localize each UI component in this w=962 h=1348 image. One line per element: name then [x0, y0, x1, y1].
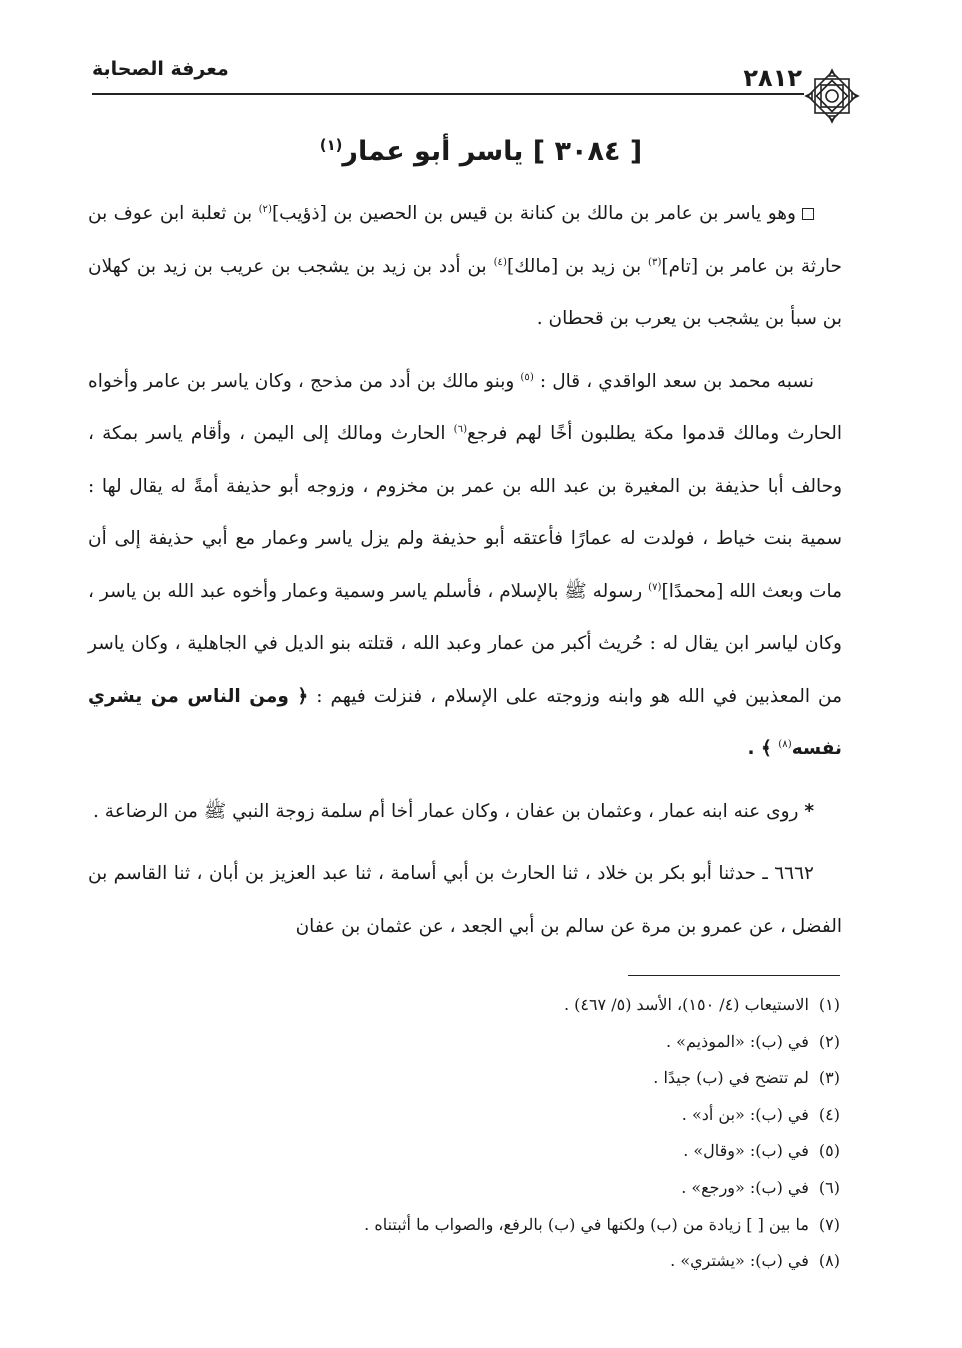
footnote-item: [80, 1097, 840, 1134]
text-run: ٦٦٦٢ ـ حدثنا أبو بكر بن خلاد ، ثنا الحارث بن أبي أسامة ، ثنا عبد العزيز بن أبان ، ثنا القاسم بن الفضل ، عن عمرو بن مرة عن سالم بن أبي الجعد ، عن عثمان بن عفان: [88, 863, 842, 937]
footnote-item: [80, 1024, 840, 1061]
footnote-item: [80, 1060, 840, 1097]
footnote-item: [80, 987, 840, 1024]
text-run: بن ثعلبة ابن عوف بن حارثة بن عامر بن [تام]: [88, 203, 842, 277]
footnote-number: (٢): [818, 1031, 840, 1051]
quran-quote-end: ﴾ .: [747, 738, 779, 759]
footnote-item: [80, 1133, 840, 1170]
paragraph-narrators: [88, 786, 842, 839]
page-number: ٢٨١٢: [743, 64, 802, 92]
text-run: بن أدد بن زيد بن يشجب بن عريب بن زيد بن كهلان بن سبأ بن يشجب بن يعرب بن قحطان .: [88, 255, 842, 329]
footnote-ref: (٧): [648, 581, 662, 593]
text-run: نسبه محمد بن سعد الواقدي ، قال :: [533, 370, 814, 392]
footnote-item: [80, 1207, 840, 1244]
footnote-text: في (ب): «الموذيم» .: [666, 1031, 809, 1051]
footnote-text: الاستيعاب (٤/ ١٥٠)، الأسد (٥/ ٤٦٧) .: [563, 995, 809, 1014]
paragraph-gap: [88, 838, 842, 848]
footnote-number: (٤): [818, 1104, 840, 1124]
text-run: روى عنه ابنه عمار ، وعثمان بن عفان ، وكان عمار أخا أم سلمة زوجة النبي ﷺ من الرضاعة .: [93, 800, 805, 822]
footnote-ref: (٥): [520, 371, 534, 383]
footnote-item: [80, 1243, 840, 1280]
footnote-number: (١): [818, 995, 840, 1014]
square-marker-icon: [802, 208, 814, 220]
asterisk-icon: *: [804, 800, 814, 822]
paragraph-biography: [88, 356, 842, 776]
footnote-text: في (ب): «بن أد» .: [681, 1104, 809, 1124]
footnote-ref: (١): [319, 136, 343, 154]
footnote-number: (٦): [818, 1177, 840, 1197]
header-rule: [92, 93, 804, 95]
entry-title-text: [ ٣٠٨٤ ] ياسر أبو عمار: [342, 136, 643, 167]
footnote-text: في (ب): «يشتري» .: [670, 1251, 809, 1271]
footnote-text: في (ب): «ورجع» .: [681, 1177, 809, 1197]
footnote-number: (٥): [818, 1141, 840, 1161]
footnote-rule: [628, 975, 840, 976]
paragraph-gap: [88, 346, 842, 356]
quran-quote: ﴿ ومن الناس من يشري نفسه: [88, 685, 842, 759]
footnote-text: ما بين [ ] زيادة من (ب) ولكنها في (ب) بالرفع، والصواب ما أثبتناه .: [364, 1214, 809, 1234]
entry-title: [0, 136, 962, 167]
body-text: [88, 188, 842, 953]
footnote-number: (٨): [818, 1251, 840, 1271]
text-run: رسوله ﷺ بالإسلام ، فأسلم ياسر وسمية وعمار وأخوه عبد الله بن ياسر ، وكان لياسر ابن يقال له : حُريث أكبر من عمار وعبد الله ، قتلته بنو الديل في الجاهلية ، وكان ياسر من المعذبين في الله هو وابنه وزوجته على الإسلام ، فنزلت فيهم :: [88, 580, 842, 707]
footnote-ref: (٣): [648, 256, 662, 268]
text-run: بن زيد بن [مالك]: [506, 255, 649, 277]
footnote-ref: (٦): [453, 423, 468, 435]
footnote-ref: (٢): [258, 203, 272, 215]
footnote-text: لم تتضح في (ب) جيدًا .: [653, 1068, 809, 1088]
footnotes: [80, 987, 840, 1280]
text-run: الحارث ومالك إلى اليمن ، وأقام ياسر بمكة ، وحالف أبا حذيفة بن المغيرة بن عبد الله بن عمر بن مخزوم ، وزوجه أبو حذيفة أمةً له يقال لها : سمية بنت خياط ، فولدت له عمارًا فأعتقه أبو حذيفة ولم يزل ياسر وعمار مع أبي حذيفة إلى أن مات وبعث الله [محمدًا]: [88, 423, 842, 602]
footnote-number: (٧): [818, 1214, 840, 1234]
running-title: معرفة الصحابة: [92, 58, 229, 80]
footnote-text: في (ب): «وقال» .: [683, 1141, 809, 1161]
footnote-ref: (٨): [778, 738, 792, 750]
footnote-ref: (٤): [493, 256, 507, 268]
text-run: وبنو مالك بن أدد من مذحج ، وكان ياسر بن عامر وأخواه الحارث ومالك قدموا مكة يطلبون أخًا لهم فرجع: [88, 370, 842, 444]
text-run: وهو ياسر بن عامر بن مالك بن كنانة بن قيس بن الحصين بن [ذؤيب]: [271, 203, 796, 224]
paragraph-hadith: [88, 848, 842, 953]
footnote-item: [80, 1170, 840, 1207]
paragraph-lineage: [88, 188, 842, 346]
star-ornament-icon: [802, 66, 862, 126]
paragraph-gap: [88, 776, 842, 786]
footnote-number: (٣): [818, 1068, 840, 1088]
